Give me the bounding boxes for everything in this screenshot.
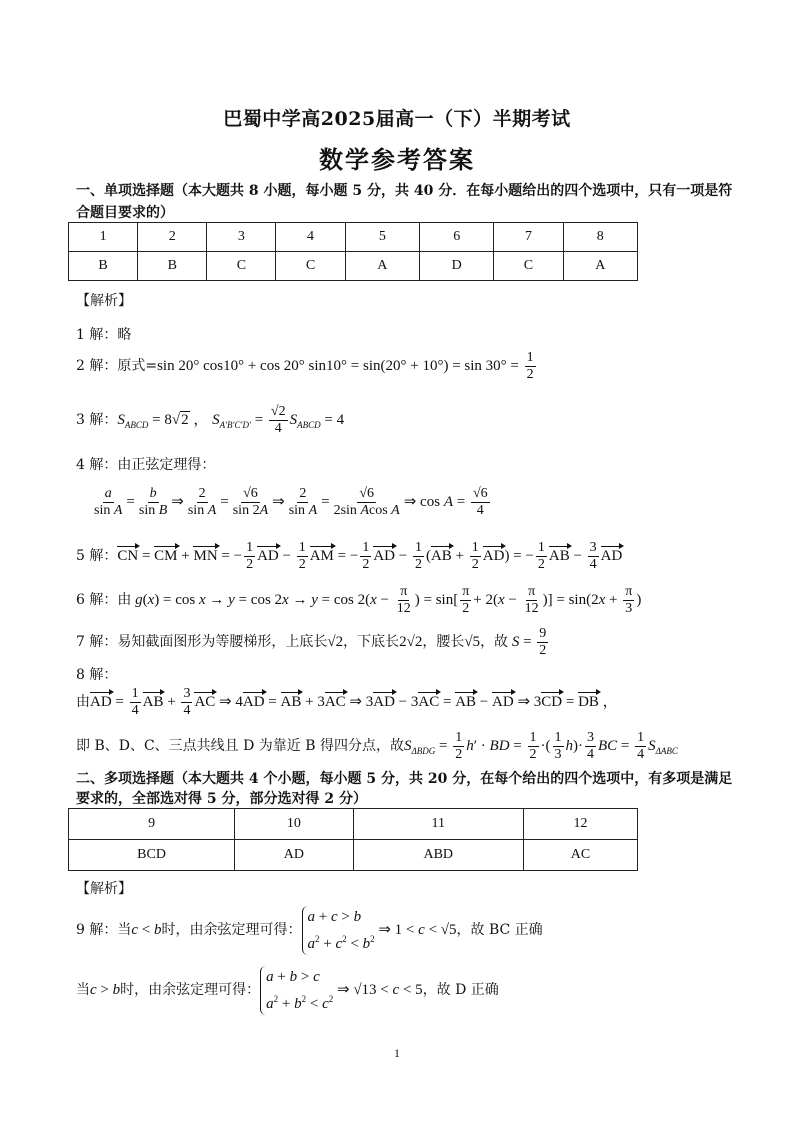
table-cell: 12 [523,809,637,840]
solution-4-formula: $\frac{a}{\text{sin A}}$ = $\frac{b}{\text{sin B}}$ ⇒ $\frac{2}{\text{sin A}}$ = $\frac{√6}{\sin 2A}$ ⇒ $\frac{2}{\text{sin A}}$ = $\frac{√6}{\text{2sin Acos A}}$ ⇒ cos A = $\frac{√6}{4}$ [94,486,488,518]
section2-heading-line1: 二、多项选择题（本大题共 4 个小题，每小题 5 分，共 20 分，在每个给出的四个选项中，有多项是满足 [76,771,733,787]
table-cell: C [207,252,276,281]
table-cell: A [345,252,419,281]
section2-heading-line2: 要求的，全部选对得 5 分，部分选对得 2 分） [76,791,367,807]
table-cell: 4 [276,223,345,252]
table-cell: A [563,252,637,281]
section1-heading-line1: 一、单项选择题（本大题共 8 小题，每小题 5 分，共 40 分．在每小题给出的四个选项中，只有一项是符 [76,183,733,199]
solution-7: 7 解：易知截面图形为等腰梯形，上底长√2，下底长2√2，腰长√5，故 S = $\frac{9}{2}$ [76,626,547,658]
table-cell: AD [235,840,353,871]
solution-3: 3 解：$S_{ABCD} = 8√2$ ， $S_{A'B'C'D'}$ = $\frac{√2}{4}$ $S_{ABCD} = 4$ [76,404,345,436]
analysis-label-2: 【解析】 [76,881,132,897]
solution-8-label: 8 解： [76,667,118,683]
solution-6: 6 解：由 g(x) = cos x → y = cos 2x → y = cos 2(x − $\frac{\pi}{12}$ ) = sin[ $\frac{\pi}{2}$ + 2(x − $\frac{\pi}{12}$ )] = sin(2x + $\frac{\pi}{3}$ ) [76,584,642,616]
table-cell: 7 [494,223,563,252]
table-row [69,840,638,871]
table-cell: 8 [563,223,637,252]
page-number: 1 [394,1046,400,1060]
table-row [69,252,638,281]
solution-9: 9 解：当c < b时，由余弦定理可得： a + c > b $a^2 + c^2 < b^2$ ⇒ 1 < c < √5，故 BC 正确 [76,906,543,955]
solution-9-part2: 当c > b时，由余弦定理可得： a + b > c $a^2 + b^2 < c^2$ ⇒ √13 < c < 5，故 D 正确 [76,966,499,1015]
table-cell: 10 [235,809,353,840]
table-cell: 3 [207,223,276,252]
solution-8-formula: 由AD = $\frac{1}{4}$ AB + $\frac{3}{4}$ AC ⇒ 4AD = AB + 3AC ⇒ 3AD − 3AC = AB − AD ⇒ 3CD = DB ， [76,686,618,718]
solution-1: 1 解：略 [76,327,132,343]
solution-5: 5 解：CN = CM + MN = − $\frac{1}{2}$ AD − $\frac{1}{2}$ AM = − $\frac{1}{2}$ AD − $\frac{1}{2}$ (AB + $\frac{1}{2}$ AD) = − $\frac{1}{2}$ AB − $\frac{3}{4}$ AD [76,540,623,572]
analysis-label: 【解析】 [76,293,132,309]
answer-table-single [68,222,638,281]
table-cell: B [138,252,207,281]
table-cell: C [494,252,563,281]
solution-2: 2 解：原式=sin 20° cos10° + cos 20° sin10° = sin(20° + 10°) = sin 30° = $\frac{1}{2}$ [76,350,534,382]
document-title: 巴蜀中学高2025届高一（下）半期考试 [223,108,571,130]
table-cell: BCD [69,840,235,871]
solution-4-intro: 4 解：由正弦定理得： [76,457,216,473]
table-cell: 6 [420,223,494,252]
table-cell: 1 [69,223,138,252]
table-row [69,223,638,252]
table-cell: D [420,252,494,281]
table-row [69,809,638,840]
table-cell: AC [523,840,637,871]
table-cell: ABD [353,840,523,871]
table-cell: 5 [345,223,419,252]
table-cell: 2 [138,223,207,252]
table-cell: B [69,252,138,281]
document-subtitle: 数学参考答案 [319,145,475,174]
table-cell: C [276,252,345,281]
table-cell: 11 [353,809,523,840]
solution-8-conclusion: 即 B、D、C、三点共线且 D 为靠近 B 得四分点，故$S_{\Delta BDG}$ = $\frac{1}{2}$ h′ · BD = $\frac{1}{2}$ ·( $\frac{1}{3}$ h)· $\frac{3}{4}$ BC = $\frac{1}{4}$ $S_{\Delta ABC}$ [76,730,678,762]
answer-table-multiple [68,808,638,871]
section1-heading-line2: 合题目要求的） [76,205,174,221]
table-cell: 9 [69,809,235,840]
